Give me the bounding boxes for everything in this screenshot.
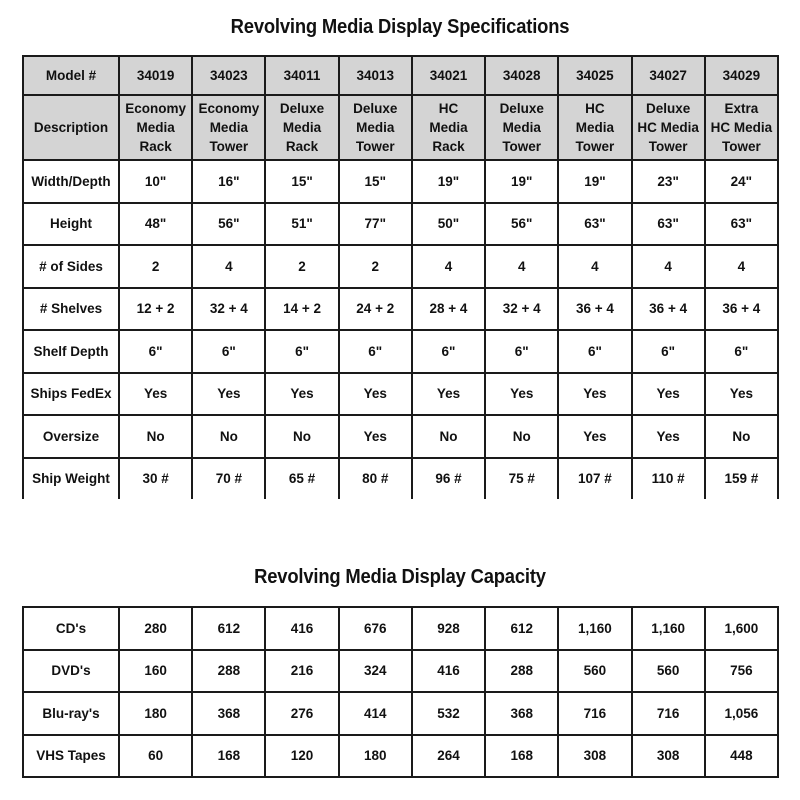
description-line: Economy [125,101,186,116]
spec-value-cell: 110 # [632,458,705,500]
capacity-value-cell: 308 [632,735,705,778]
model-number-cell: 34019 [119,56,192,95]
description-line: HC [585,101,605,116]
description-line: Tower [502,139,542,154]
spec-value-cell: 4 [632,245,705,288]
spec-value-cell: Yes [265,373,338,416]
capacity-value-cell: 280 [119,607,192,650]
spec-value-cell: 24" [705,160,778,203]
model-number-cell: 34011 [265,56,338,95]
spec-value-cell: 2 [339,245,412,288]
spec-value-cell: Yes [558,373,631,416]
spec-row-label: Height [23,203,119,246]
capacity-value-cell: 288 [192,650,265,693]
capacity-table-title: Revolving Media Display Capacity [254,566,546,588]
capacity-value-cell: 560 [558,650,631,693]
spec-value-cell: No [485,415,558,458]
spec-row [23,203,778,246]
row-label-description: Description [23,95,119,160]
spec-row [23,458,778,500]
capacity-value-cell: 324 [339,650,412,693]
description-line: Rack [432,139,465,154]
capacity-value-cell: 60 [119,735,192,778]
spec-value-cell: Yes [632,373,705,416]
capacity-value-cell: 716 [632,692,705,735]
spec-row [23,415,778,458]
specifications-table [22,55,779,499]
capacity-value-cell: 168 [192,735,265,778]
description-line: Tower [209,139,249,154]
spec-value-cell: 19" [485,160,558,203]
model-number-cell: 34025 [558,56,631,95]
spec-value-cell: Yes [485,373,558,416]
capacity-row [23,607,778,650]
capacity-value-cell: 560 [632,650,705,693]
capacity-value-cell: 216 [265,650,338,693]
spec-value-cell: 23" [632,160,705,203]
spec-value-cell: 51" [265,203,338,246]
spec-value-cell: 30 # [119,458,192,500]
model-number-cell: 34027 [632,56,705,95]
spec-value-cell: 36 + 4 [705,288,778,331]
capacity-value-cell: 612 [485,607,558,650]
spec-value-cell: 6" [632,330,705,373]
spec-value-cell: 10" [119,160,192,203]
spec-value-cell: 80 # [339,458,412,500]
capacity-row [23,692,778,735]
spec-value-cell: 6" [558,330,631,373]
description-line: Deluxe [646,101,691,116]
spec-value-cell: Yes [339,373,412,416]
capacity-value-cell: 1,056 [705,692,778,735]
description-line: Extra [724,101,759,116]
spec-value-cell: 16" [192,160,265,203]
capacity-value-cell: 180 [339,735,412,778]
description-line: Media [575,120,615,135]
spec-value-cell: 6" [705,330,778,373]
spec-value-cell: No [119,415,192,458]
spec-row [23,373,778,416]
description-cell [119,95,192,160]
spec-value-cell: 63" [558,203,631,246]
spec-value-cell: 77" [339,203,412,246]
spec-value-cell: 63" [705,203,778,246]
spec-value-cell: 75 # [485,458,558,500]
description-line: Deluxe [499,101,544,116]
model-number-cell: 34029 [705,56,778,95]
description-line: Rack [139,139,172,154]
spec-value-cell: 6" [265,330,338,373]
spec-value-cell: 12 + 2 [119,288,192,331]
spec-value-cell: 32 + 4 [192,288,265,331]
capacity-row-label: VHS Tapes [23,735,119,778]
spec-value-cell: 107 # [558,458,631,500]
spec-value-cell: 70 # [192,458,265,500]
description-line: Deluxe [353,101,398,116]
spec-value-cell: 63" [632,203,705,246]
spec-row [23,160,778,203]
capacity-value-cell: 160 [119,650,192,693]
spec-row-label: # of Sides [23,245,119,288]
capacity-value-cell: 928 [412,607,485,650]
capacity-value-cell: 416 [412,650,485,693]
spec-value-cell: 36 + 4 [558,288,631,331]
description-line: Media [282,120,322,135]
spec-value-cell: 4 [192,245,265,288]
description-line: Media [209,120,248,135]
spec-value-cell: 6" [412,330,485,373]
description-cell [632,95,705,160]
spec-value-cell: Yes [558,415,631,458]
spec-value-cell: No [412,415,485,458]
spec-table-title: Revolving Media Display Specifications [230,16,570,38]
capacity-value-cell: 368 [192,692,265,735]
model-number-cell: 34023 [192,56,265,95]
description-line: HC Media [637,120,699,135]
spec-row-label: # Shelves [23,288,119,331]
spec-value-cell: 28 + 4 [412,288,485,331]
model-number-cell: 34021 [412,56,485,95]
capacity-value-cell: 276 [265,692,338,735]
capacity-value-cell: 756 [705,650,778,693]
capacity-value-cell: 264 [412,735,485,778]
spec-row [23,330,778,373]
spec-value-cell: 6" [119,330,192,373]
spec-value-cell: 56" [192,203,265,246]
capacity-value-cell: 168 [485,735,558,778]
spec-value-cell: 56" [485,203,558,246]
description-line: Rack [285,139,319,154]
capacity-value-cell: 532 [412,692,485,735]
spec-value-cell: 14 + 2 [265,288,338,331]
capacity-row [23,735,778,778]
capacity-row-label: DVD's [23,650,119,693]
row-label-model: Model # [23,56,119,95]
model-header-row [23,56,778,95]
spec-value-cell: No [705,415,778,458]
spec-value-cell: No [265,415,338,458]
spec-row-label: Ships FedEx [23,373,119,416]
capacity-value-cell: 716 [558,692,631,735]
spec-value-cell: 6" [192,330,265,373]
description-cell [412,95,485,160]
description-cell [192,95,265,160]
spec-value-cell: 4 [705,245,778,288]
spec-row-label: Shelf Depth [23,330,119,373]
spec-row [23,288,778,331]
spec-value-cell: 159 # [705,458,778,500]
capacity-value-cell: 1,160 [558,607,631,650]
description-line: HC Media [710,120,773,135]
capacity-value-cell: 612 [192,607,265,650]
spec-value-cell: 96 # [412,458,485,500]
capacity-value-cell: 288 [485,650,558,693]
spec-value-cell: 4 [412,245,485,288]
capacity-value-cell: 448 [705,735,778,778]
capacity-value-cell: 676 [339,607,412,650]
description-line: HC [438,101,459,116]
capacity-value-cell: 416 [265,607,338,650]
spec-value-cell: Yes [192,373,265,416]
capacity-value-cell: 180 [119,692,192,735]
spec-value-cell: 4 [485,245,558,288]
description-line: Media [429,120,468,135]
spec-row-label: Ship Weight [23,458,119,500]
model-number-cell: 34013 [339,56,412,95]
spec-value-cell: 36 + 4 [632,288,705,331]
description-header-row [23,95,778,160]
spec-value-cell: Yes [705,373,778,416]
spec-value-cell: Yes [339,415,412,458]
spec-value-cell: 19" [412,160,485,203]
description-line: Tower [721,139,761,154]
description-cell [339,95,412,160]
spec-value-cell: 15" [265,160,338,203]
capacity-value-cell: 308 [558,735,631,778]
description-line: Media [502,120,541,135]
description-line: Tower [575,139,615,154]
spec-row-label: Width/Depth [23,160,119,203]
spec-value-cell: Yes [632,415,705,458]
capacity-value-cell: 1,160 [632,607,705,650]
description-line: Tower [355,139,395,154]
spec-value-cell: 15" [339,160,412,203]
spec-value-cell: 19" [558,160,631,203]
capacity-value-cell: 368 [485,692,558,735]
spec-value-cell: No [192,415,265,458]
description-line: Media [136,120,175,135]
description-cell [265,95,338,160]
capacity-row-label: Blu-ray's [23,692,119,735]
capacity-value-cell: 1,600 [705,607,778,650]
description-line: Deluxe [279,101,325,116]
spec-value-cell: 32 + 4 [485,288,558,331]
capacity-table [22,606,779,778]
spec-value-cell: 2 [119,245,192,288]
capacity-value-cell: 120 [265,735,338,778]
spec-value-cell: 4 [558,245,631,288]
description-line: Economy [198,101,260,116]
spec-row-label: Oversize [23,415,119,458]
spec-value-cell: Yes [412,373,485,416]
spec-value-cell: Yes [119,373,192,416]
capacity-row-label: CD's [23,607,119,650]
capacity-row [23,650,778,693]
model-number-cell: 34028 [485,56,558,95]
description-cell [705,95,778,160]
spec-value-cell: 2 [265,245,338,288]
spec-value-cell: 65 # [265,458,338,500]
description-line: Tower [648,139,688,154]
spec-value-cell: 24 + 2 [339,288,412,331]
spec-value-cell: 6" [339,330,412,373]
description-cell [558,95,631,160]
description-cell [485,95,558,160]
spec-value-cell: 50" [412,203,485,246]
description-line: Media [356,120,395,135]
spec-value-cell: 6" [485,330,558,373]
spec-value-cell: 48" [119,203,192,246]
spec-row [23,245,778,288]
capacity-value-cell: 414 [339,692,412,735]
